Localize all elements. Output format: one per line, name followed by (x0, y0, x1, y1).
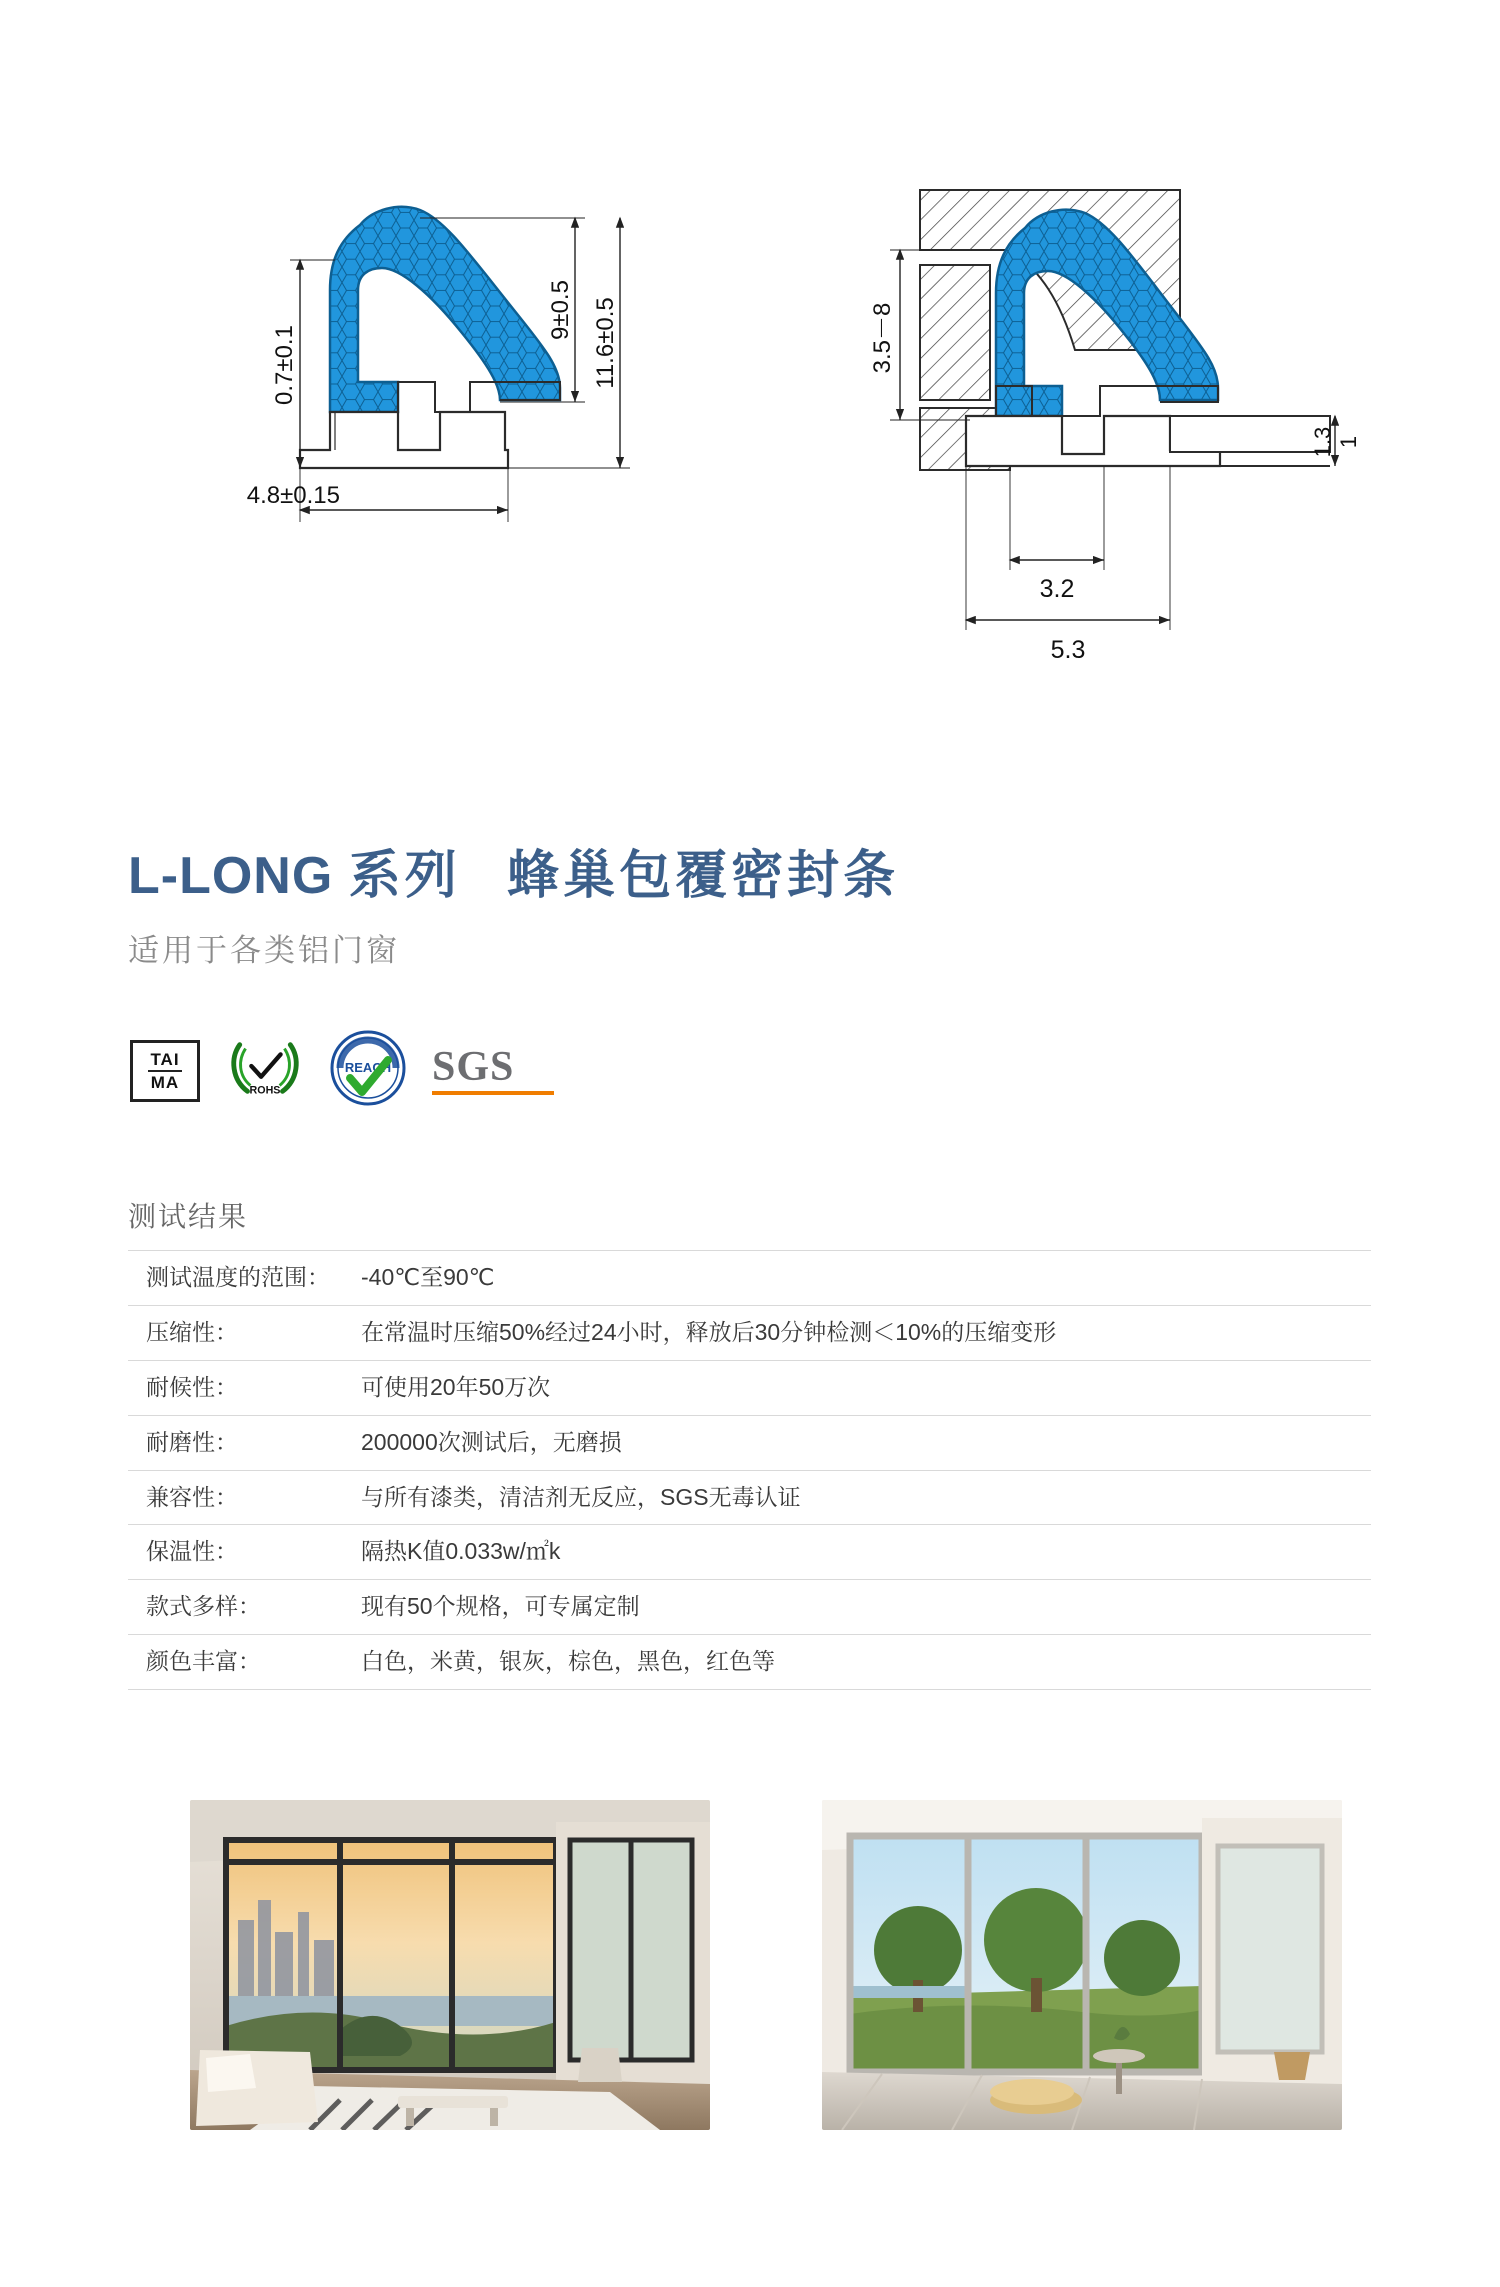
table-row (128, 1470, 1371, 1525)
row-label: 压缩性： (146, 1318, 238, 1345)
dim-0-7: 0.7±0.1 (271, 325, 298, 405)
dim-3-2: 3.2 (1039, 575, 1075, 603)
brand-name: L-LONG (128, 847, 334, 905)
test-results-table (128, 1250, 1371, 1690)
dim-9: 9±0.5 (547, 280, 574, 340)
row-value: 可使用20年50万次 (361, 1373, 551, 1400)
dim-11-6: 11.6±0.5 (592, 297, 619, 389)
technical-drawings (0, 150, 1500, 790)
photo-living-room-garden-view (822, 1800, 1342, 2130)
taima-line1: TAI (148, 1051, 181, 1072)
row-label: 保温性： (146, 1538, 238, 1565)
table-row (128, 1580, 1371, 1635)
row-value: 与所有漆类，清洁剂无反应，SGS无毒认证 (361, 1483, 801, 1510)
row-value: 现有50个规格，可专属定制 (361, 1593, 640, 1620)
certification-logos (130, 1030, 554, 1111)
page-subtitle: 适用于各类铝门窗 (128, 933, 400, 969)
table-row (128, 1360, 1371, 1415)
row-label: 耐磨性： (146, 1428, 238, 1455)
rohs-label: ROHS (249, 1084, 281, 1097)
product-name: 蜂巢包覆密封条 (507, 847, 900, 905)
drawing-left-profile (247, 207, 630, 522)
row-label: 耐候性： (146, 1373, 238, 1400)
row-label: 颜色丰富： (146, 1648, 261, 1675)
taima-line2: MA (150, 1072, 180, 1092)
row-value: -40℃至90℃ (361, 1264, 495, 1290)
application-photos (0, 1800, 1500, 2160)
photo-living-room-city-view (190, 1800, 710, 2130)
title-block (128, 845, 1378, 970)
sgs-label: SGS (432, 1044, 515, 1090)
table-row (128, 1305, 1371, 1360)
table-row (128, 1635, 1371, 1690)
rohs-icon (226, 1033, 304, 1108)
series-label: 系列 (348, 847, 461, 905)
taima-icon (130, 1040, 200, 1102)
sgs-icon (432, 1046, 554, 1095)
dim-5-3: 5.3 (1050, 636, 1086, 664)
drawing-right-assembly (869, 190, 1361, 664)
dim-1: 1 (1336, 435, 1361, 449)
dim-1-3: 1.3 (1310, 426, 1335, 458)
page-title (128, 845, 1378, 907)
row-label: 兼容性： (146, 1483, 238, 1510)
reach-icon (330, 1030, 406, 1111)
row-value: 白色，米黄，银灰，棕色，黑色，红色等 (361, 1648, 775, 1675)
row-label: 测试温度的范围： (146, 1264, 330, 1290)
row-value: 隔热K值0.033w/㎡k (361, 1538, 561, 1565)
table-row (128, 1415, 1371, 1470)
results-heading: 测试结果 (128, 1201, 249, 1232)
sgs-underline (432, 1091, 554, 1095)
dim-4-8: 4.8±0.15 (246, 482, 340, 509)
row-label: 款式多样： (146, 1593, 261, 1620)
row-value: 在常温时压缩50%经过24小时，释放后30分钟检测＜10%的压缩变形 (361, 1318, 1057, 1345)
dim-3-5-8: 3.5－8 (869, 302, 896, 374)
row-value: 200000次测试后，无磨损 (361, 1428, 622, 1455)
table-row (128, 1525, 1371, 1580)
reach-label: REACH (344, 1060, 392, 1075)
table-row (128, 1251, 1371, 1306)
